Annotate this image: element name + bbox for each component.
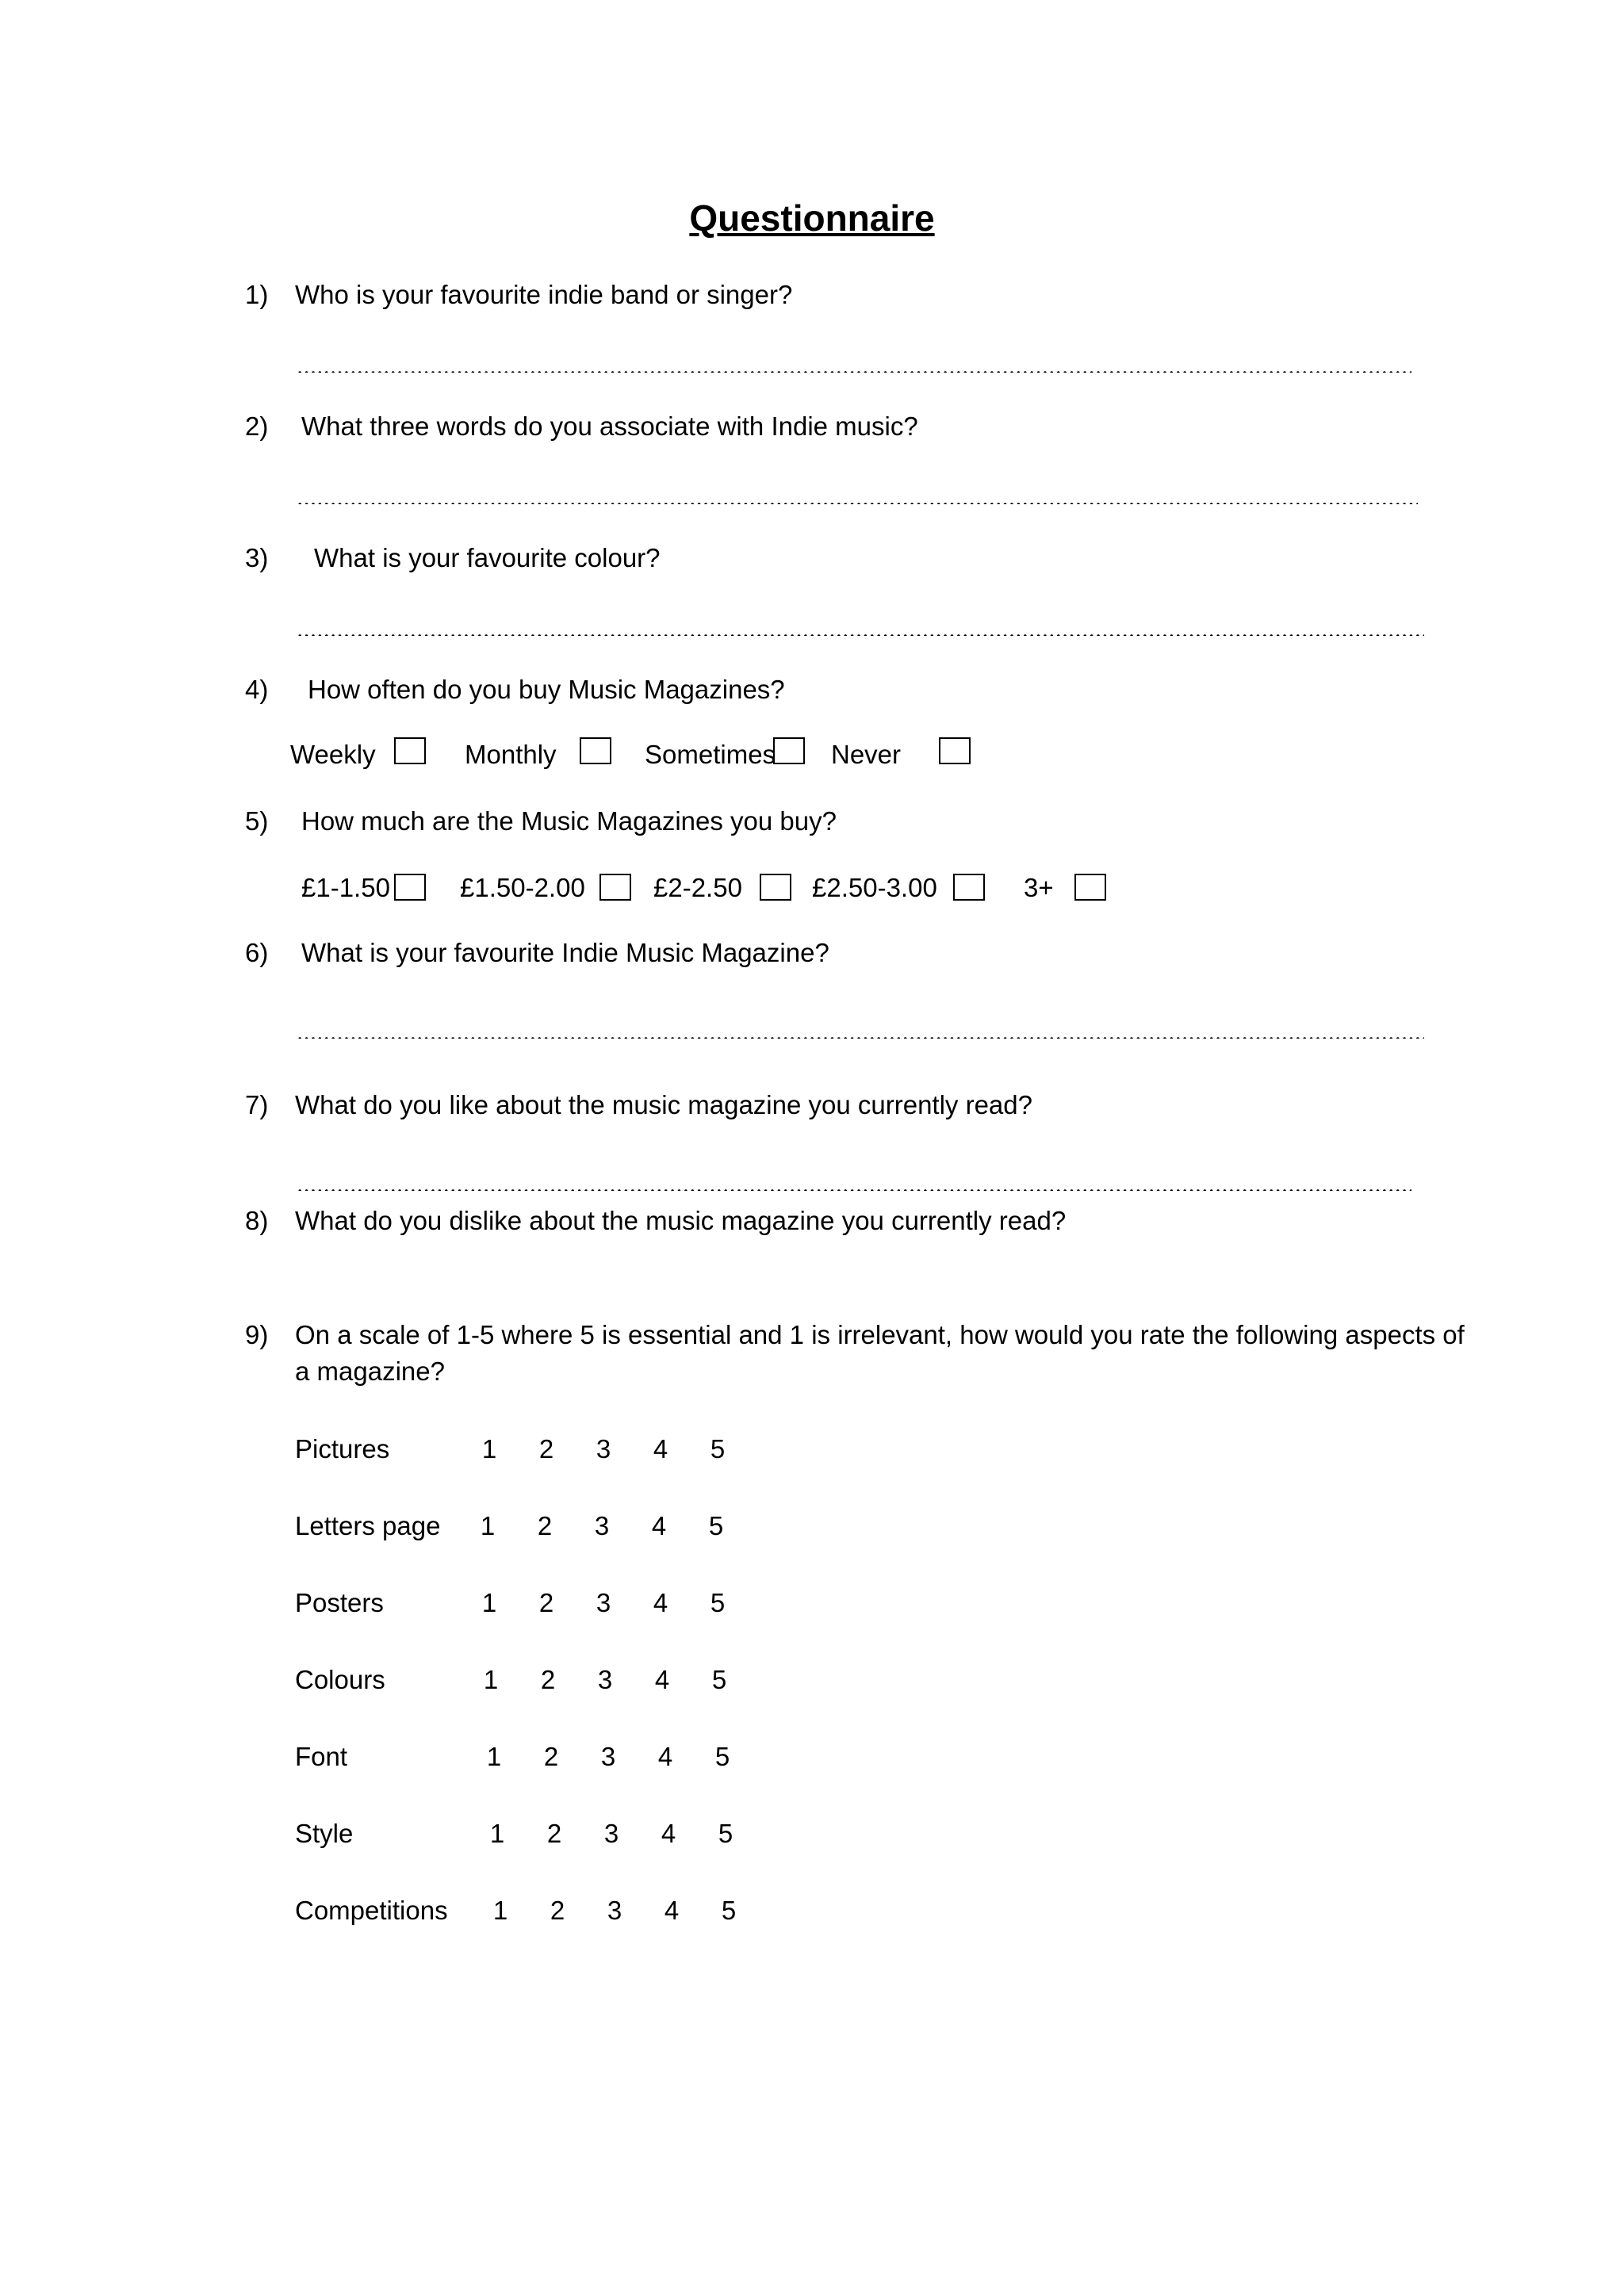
question-text: What is your favourite colour? (314, 543, 661, 572)
sometimes-checkbox[interactable] (773, 737, 805, 764)
question-text: On a scale of 1-5 where 5 is essential and 1 is irrelevant, how would you rate the following aspects of (295, 1320, 1465, 1349)
rating-option[interactable]: 4 (653, 1434, 668, 1464)
price-5-checkbox[interactable] (1074, 874, 1106, 901)
rating-option[interactable]: 3 (596, 1434, 611, 1464)
rating-option[interactable]: 5 (710, 1434, 726, 1464)
weekly-checkbox[interactable] (394, 737, 426, 764)
answer-line[interactable] (297, 1175, 1411, 1191)
answer-line[interactable] (297, 357, 1411, 373)
rating-option[interactable]: 1 (489, 1819, 505, 1848)
rating-option[interactable]: 5 (718, 1819, 733, 1848)
rating-option[interactable]: 3 (596, 1588, 611, 1617)
rating-label: Pictures (295, 1434, 390, 1464)
rating-option[interactable]: 4 (654, 1665, 670, 1694)
question-text: What is your favourite Indie Music Magazine? (301, 938, 829, 967)
question-number: 1) (245, 280, 269, 309)
question-text: Who is your favourite indie band or singer? (295, 280, 793, 309)
rating-label: Competitions (295, 1896, 448, 1925)
question-number: 3) (245, 543, 269, 572)
price-option-label: 3+ (1024, 873, 1054, 902)
rating-label: Style (295, 1819, 354, 1848)
price-1-checkbox[interactable] (394, 874, 426, 901)
rating-option[interactable]: 5 (711, 1665, 727, 1694)
rating-option[interactable]: 2 (538, 1434, 554, 1464)
option-never-label: Never (831, 740, 902, 769)
price-4-checkbox[interactable] (953, 874, 985, 901)
rating-option[interactable]: 5 (721, 1896, 737, 1925)
question-number: 8) (245, 1206, 269, 1235)
rating-option[interactable]: 2 (537, 1511, 553, 1540)
question-number: 6) (245, 938, 269, 967)
rating-option[interactable]: 1 (480, 1511, 496, 1540)
option-sometimes-label: Sometimes (645, 740, 776, 769)
question-text: What three words do you associate with Indie music? (301, 411, 918, 441)
rating-option[interactable]: 3 (594, 1511, 610, 1540)
question-text-continued: a magazine? (295, 1357, 445, 1386)
option-monthly-label: Monthly (465, 740, 557, 769)
rating-option[interactable]: 3 (600, 1742, 616, 1771)
question-number: 9) (245, 1320, 269, 1349)
option-weekly-label: Weekly (290, 740, 376, 769)
rating-option[interactable]: 4 (664, 1896, 680, 1925)
rating-option[interactable]: 5 (714, 1742, 730, 1771)
question-text: What do you dislike about the music magazine you currently read? (295, 1206, 1067, 1235)
answer-line[interactable] (297, 488, 1418, 504)
rating-option[interactable]: 1 (481, 1588, 497, 1617)
question-text: How much are the Music Magazines you buy? (301, 806, 837, 836)
monthly-checkbox[interactable] (580, 737, 611, 764)
rating-option[interactable]: 1 (492, 1896, 508, 1925)
rating-option[interactable]: 3 (603, 1819, 619, 1848)
rating-option[interactable]: 4 (653, 1588, 668, 1617)
rating-option[interactable]: 5 (710, 1588, 726, 1617)
price-option-label: £1.50-2.00 (460, 873, 585, 902)
rating-label: Font (295, 1742, 348, 1771)
rating-option[interactable]: 2 (540, 1665, 556, 1694)
rating-option[interactable]: 5 (708, 1511, 724, 1540)
question-text: How often do you buy Music Magazines? (308, 675, 785, 704)
rating-label: Colours (295, 1665, 385, 1694)
price-option-label: £1-1.50 (301, 873, 390, 902)
rating-option[interactable]: 1 (486, 1742, 502, 1771)
price-3-checkbox[interactable] (760, 874, 791, 901)
question-number: 7) (245, 1090, 269, 1119)
answer-line[interactable] (297, 620, 1424, 636)
price-option-label: £2-2.50 (653, 873, 742, 902)
page-title: Questionnaire (689, 197, 935, 239)
rating-option[interactable]: 2 (538, 1588, 554, 1617)
rating-option[interactable]: 4 (661, 1819, 676, 1848)
rating-option[interactable]: 4 (657, 1742, 673, 1771)
question-number: 2) (245, 411, 269, 441)
rating-option[interactable]: 1 (483, 1665, 499, 1694)
answer-line[interactable] (297, 1023, 1424, 1039)
rating-option[interactable]: 4 (651, 1511, 667, 1540)
rating-option[interactable]: 3 (607, 1896, 622, 1925)
rating-option[interactable]: 2 (550, 1896, 565, 1925)
rating-option[interactable]: 2 (543, 1742, 559, 1771)
question-text: What do you like about the music magazine you currently read? (295, 1090, 1032, 1119)
rating-option[interactable]: 3 (597, 1665, 613, 1694)
question-number: 4) (245, 675, 269, 704)
rating-option[interactable]: 2 (546, 1819, 562, 1848)
never-checkbox[interactable] (939, 737, 971, 764)
price-2-checkbox[interactable] (599, 874, 631, 901)
rating-option[interactable]: 1 (481, 1434, 497, 1464)
rating-label: Letters page (295, 1511, 441, 1540)
rating-label: Posters (295, 1588, 384, 1617)
price-option-label: £2.50-3.00 (812, 873, 937, 902)
question-number: 5) (245, 806, 269, 836)
